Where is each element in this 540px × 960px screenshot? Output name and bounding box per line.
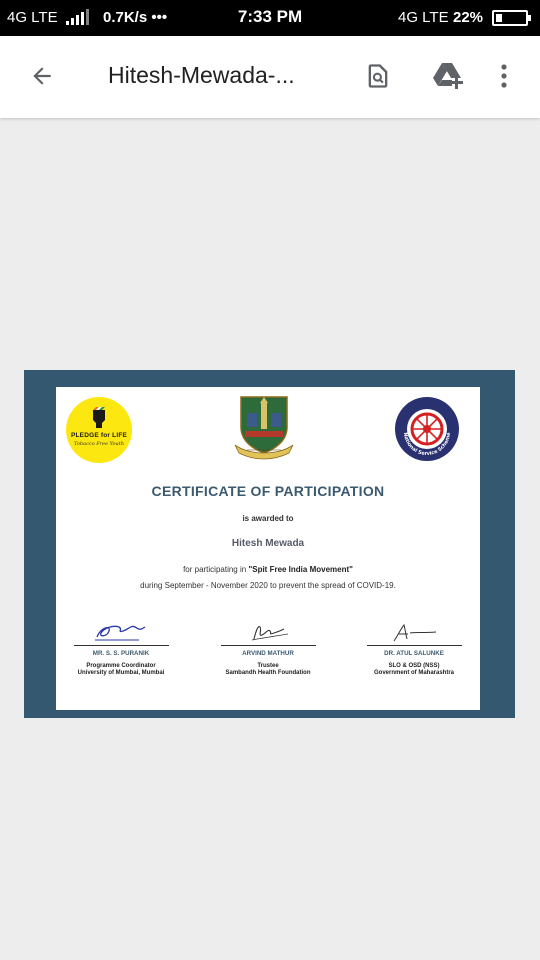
network-type-left: 4G LTE: [7, 9, 58, 26]
signatory-role: Trustee: [257, 663, 279, 669]
battery-percent: 22%: [453, 9, 484, 26]
pledge-logo-title: PLEDGE for LIFE: [70, 432, 128, 439]
nss-emblem-text: National Service Scheme: [401, 432, 453, 458]
signature-line: [74, 645, 169, 646]
participation-prefix: for participating in: [183, 565, 249, 574]
signatory-1: [51, 619, 191, 676]
signatory-2: [198, 619, 338, 676]
pledge-logo-tagline: Tobacco Free Youth: [73, 441, 125, 447]
nss-emblem-icon: [394, 396, 460, 462]
signature-1: [91, 619, 151, 643]
battery-level: [496, 14, 502, 22]
status-bar: [0, 0, 540, 36]
clock: 7:33 PM: [237, 7, 303, 26]
awarded-to-text: is awarded to: [242, 514, 294, 523]
signatory-organization: Sambandh Health Foundation: [225, 670, 311, 676]
signatory-organization: Government of Maharashtra: [373, 670, 455, 676]
movement-name: "Spit Free India Movement": [248, 565, 353, 574]
raised-fist-icon: [90, 406, 108, 428]
signature-3: [384, 619, 444, 643]
signature-line: [367, 645, 462, 646]
signatory-name: MR. S. S. PURANIK: [92, 650, 150, 657]
add-to-drive-icon[interactable]: [428, 58, 468, 94]
battery-icon: [492, 10, 528, 26]
find-in-page-icon[interactable]: [360, 58, 396, 94]
pledge-for-life-logo: [66, 397, 132, 463]
document-page[interactable]: [24, 370, 515, 718]
signatory-organization: University of Mumbai, Mumbai: [77, 670, 165, 676]
document-title: Hitesh-Mewada-...: [108, 62, 295, 88]
period-text: during September - November 2020 to prevent the spread of COVID-19.: [140, 581, 396, 590]
app-bar: [0, 36, 540, 118]
more-options-icon[interactable]: [488, 58, 520, 94]
signatory-name: DR. ATUL SALUNKE: [384, 650, 444, 657]
university-crest-icon: [233, 395, 295, 461]
certificate-heading: CERTIFICATE OF PARTICIPATION: [151, 483, 385, 499]
signature-line: [221, 645, 316, 646]
back-arrow-icon[interactable]: [24, 58, 60, 94]
signature-2: [238, 619, 298, 643]
network-speed: 0.7K/s •••: [103, 9, 168, 26]
recipient-name: Hitesh Mewada: [231, 538, 305, 549]
signatory-role: SLO & OSD (NSS): [388, 663, 440, 669]
signatory-role: Programme Coordinator: [86, 663, 156, 669]
signatory-3: [344, 619, 484, 676]
network-type-right: 4G LTE: [398, 9, 449, 26]
signatory-name: ARVIND MATHUR: [242, 650, 294, 657]
participation-text: [56, 565, 480, 574]
certificate: [56, 387, 480, 710]
